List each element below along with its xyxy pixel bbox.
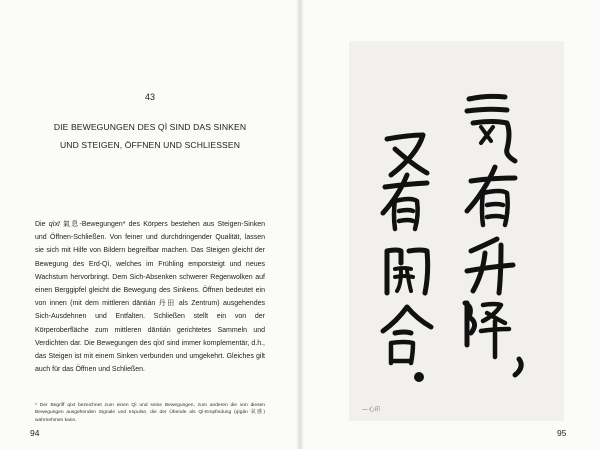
calligraphy-column-left xyxy=(383,135,431,382)
body-term-chinese: 氣息 xyxy=(62,221,80,228)
body-text: -Bewegungen* des Körpers bestehen aus Steigen-Sinken und Öffnen-Schließen. Von feiner und durchdringender Qualität, lassen sie sich mit Hilfe von Bildern begreifbar machen. Das Steigen gleicht der Bewegung des Erd-Qì, welches im Frühling emporsteigt und neues Wachstum hervorbringt. Dem Sich-Absenken schwerer Regenwolken auf einen Berggipfel gleicht die Bewegung des Sinkens. Öffnen bedeutet ein von innen (mit dem mittleren dāntián 丹田 als Zentrum) ausgehendes Sich-Ausdehnen und Entfalten. Schließen stellt ein von der Körperoberfläche zum mittleren dāntián gerichtetes Sammeln und Verdichten dar. Die Bewegungen des qìxī sind immer komplementär, d.h., das Steigen ist mit einem Sinken verbunden und umgekehrt. Gleiches gilt auch für das Öffnen und Schließen. xyxy=(35,221,265,374)
body-term: qìxī xyxy=(48,221,60,228)
chapter-number: 43 xyxy=(144,92,155,102)
page-number-right: 95 xyxy=(557,428,567,438)
book-gutter xyxy=(296,0,304,449)
chapter-title xyxy=(30,118,270,154)
calligraphy-column-right xyxy=(465,96,521,375)
calligraphy-panel xyxy=(349,41,564,421)
chapter-title-line-2: UND STEIGEN, ÖFFNEN UND SCHLIESSEN xyxy=(59,140,241,150)
calligraphy-image xyxy=(349,41,564,421)
body-intro: Die xyxy=(35,221,49,228)
footnote: * Der Begriff qìxī bezeichnet zum einen Qì und seine Bewegungen, zum anderen die von diesen Bewegungen ausgehenden Signale und Impulse, die der Übende als Qì-Empfindung (qìgǎn 氣感) wahrnehmen kann. xyxy=(35,403,265,423)
calligraphy-seal: — 心印 xyxy=(362,407,381,413)
body-paragraph xyxy=(35,218,265,376)
chapter-title-line-1: DIE BEWEGUNGEN DES QÌ SIND DAS SINKEN xyxy=(53,122,247,132)
page-number-left: 94 xyxy=(30,428,40,438)
